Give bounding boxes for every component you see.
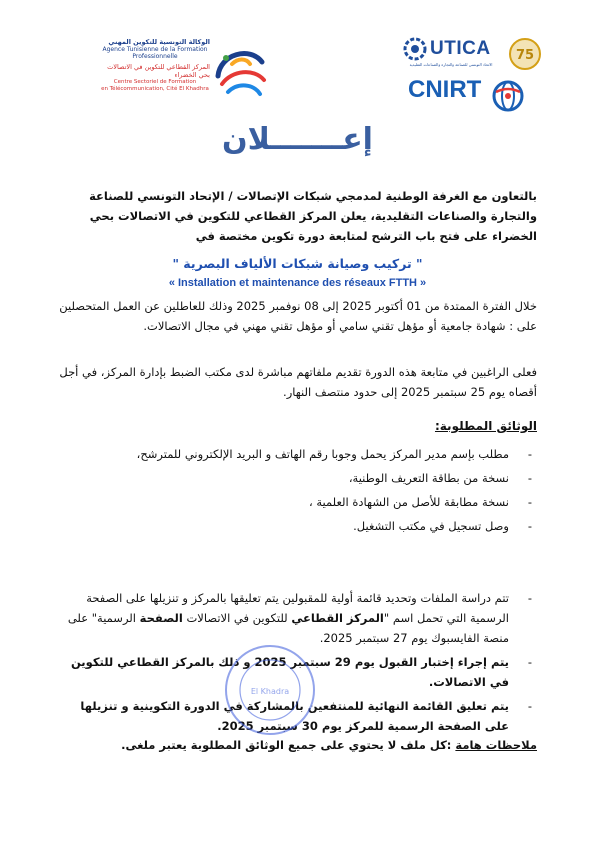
course-title-fr: « Installation et maintenance des réseaux FTTH »	[168, 277, 427, 289]
official-stamp-icon	[220, 640, 320, 740]
atfp-logo-text	[100, 38, 210, 93]
procedure-item-text: يتم تعليق القائمة النهائية للمنتفعين بالمشاركة في الدورة التكوينية و تنزيلها على الصفحة الرسمية للمركز يوم 30 سبتمبر 2025.	[80, 699, 509, 733]
documents-list	[67, 444, 537, 540]
document-item-text: مطلب بإسم مدير المركز يحمل وجوبا رقم الهاتف و البريد الإلكتروني للمترشح،	[136, 447, 509, 461]
period-paragraph: خلال الفترة الممتدة من 01 أكتوبر 2025 إلى 08 نوفمبر 2025 وذلك للعاطلين عن العمل المتحصلين على : شهادة جامعية أو مؤهل تقني سامي أو مؤهل تقني مهني في مجال الاتصالات.	[59, 299, 537, 333]
page-title: إعـــــــلان	[222, 122, 373, 157]
centre-name-fr-2: en Télécommunication, Cité El Khadhra	[101, 86, 209, 92]
utica-subtitle-ar: الاتحاد التونسي للصناعة والتجارة والصناعات التقليدية	[409, 62, 493, 67]
atfp-logo	[100, 38, 280, 108]
atfp-name-fr-1: Agence Tunisienne de la Formation	[102, 46, 208, 53]
document-item-text: وصل تسجيل في مكتب التشغيل.	[353, 519, 509, 533]
cnirt-name: CNIRT	[408, 76, 482, 103]
badge-number: 75	[515, 48, 535, 63]
dash-bullet-icon: -	[527, 495, 533, 509]
course-title-ar: " تركيب وصيانة شبكات الألياف البصرية "	[172, 256, 423, 271]
utica-cnirt-logos	[398, 36, 578, 116]
dash-bullet-icon: -	[527, 591, 533, 605]
note-text-end: ملغى.	[121, 738, 156, 752]
dash-bullet-icon: -	[527, 471, 533, 485]
documents-heading: الوثائق المطلوبة:	[434, 419, 537, 433]
centre-name-fr-1: Centre Sectoriel de Formation	[113, 79, 197, 85]
application-paragraph: فعلى الراغبين في متابعة هذه الدورة تقديم ملفاتهم مباشرة لدى مكتب الضبط بإدارة المركز، في أجل أقصاه يوم 25 سبتمبر 2025 إلى حدود منتصف النهار.	[59, 365, 537, 399]
note-label: ملاحظات هامة	[455, 738, 537, 752]
cnirt-globe-icon	[490, 78, 526, 114]
dash-bullet-icon: -	[527, 699, 533, 713]
utica-gear-icon	[400, 36, 432, 62]
procedure-item-text: يتم إجراء إختبار القبول يوم 29 سبتمبر 2025 و ذلك بالمركز القطاعي للتكوين في الاتصالات.	[70, 655, 509, 689]
procedure-item-emphasis: الصفحة	[139, 611, 183, 625]
list-item	[67, 444, 537, 468]
dash-bullet-icon: -	[527, 655, 533, 669]
stamp-center-text: El Khadra	[250, 687, 290, 696]
note-text: :كل ملف لا يحتوي على جميع الوثائق المطلوبة يعتبر	[159, 738, 452, 752]
list-item	[67, 492, 537, 516]
atfp-swirl-icon	[210, 40, 270, 102]
procedure-item-text: للتكوين في الاتصالات	[182, 611, 292, 625]
utica-name: UTICA	[430, 38, 491, 59]
procedure-item-text: الرسمية" على منصة الفايسبوك يوم 27 سبتمبر 2025.	[67, 611, 509, 645]
atfp-name-ar: الوكالة التونسية للتكوين المهني	[108, 38, 210, 46]
document-item-text: نسخة من بطاقة التعريف الوطنية،	[348, 471, 509, 485]
list-item	[67, 468, 537, 492]
document-item-text: نسخة مطابقة للأصل من الشهادة العلمية ،	[309, 495, 509, 509]
list-item	[67, 516, 537, 540]
dash-bullet-icon: -	[527, 519, 533, 533]
centre-name-ar: المركز القطاعي للتكوين في الاتصالات بحي الخضراء	[107, 63, 210, 79]
dash-bullet-icon: -	[527, 447, 533, 461]
procedure-item-text: تتم دراسة الملفات وتحديد قائمة أولية للمقبولين يتم تعليقها بالمركز و تنزيلها على الصفحة الرسمية التي تحمل اسم "	[86, 591, 509, 625]
procedure-item-emphasis: المركز القطاعي	[291, 611, 384, 625]
anniversary-badge-icon	[506, 36, 544, 76]
list-item	[67, 588, 537, 648]
important-note	[121, 738, 537, 752]
atfp-name-fr-2: Professionnelle	[132, 53, 178, 60]
intro-paragraph: بالتعاون مع الغرفة الوطنية لمدمجي شبكات الإتصالات / الإتحاد التونسي للصناعة والتجارة والصناعات التقليدية، يعلن المركز القطاعي للتكوين في الاتصالات بحي الخضراء على فتح باب الترشح لمتابعة دورة تكوين مختصة في	[89, 189, 537, 243]
